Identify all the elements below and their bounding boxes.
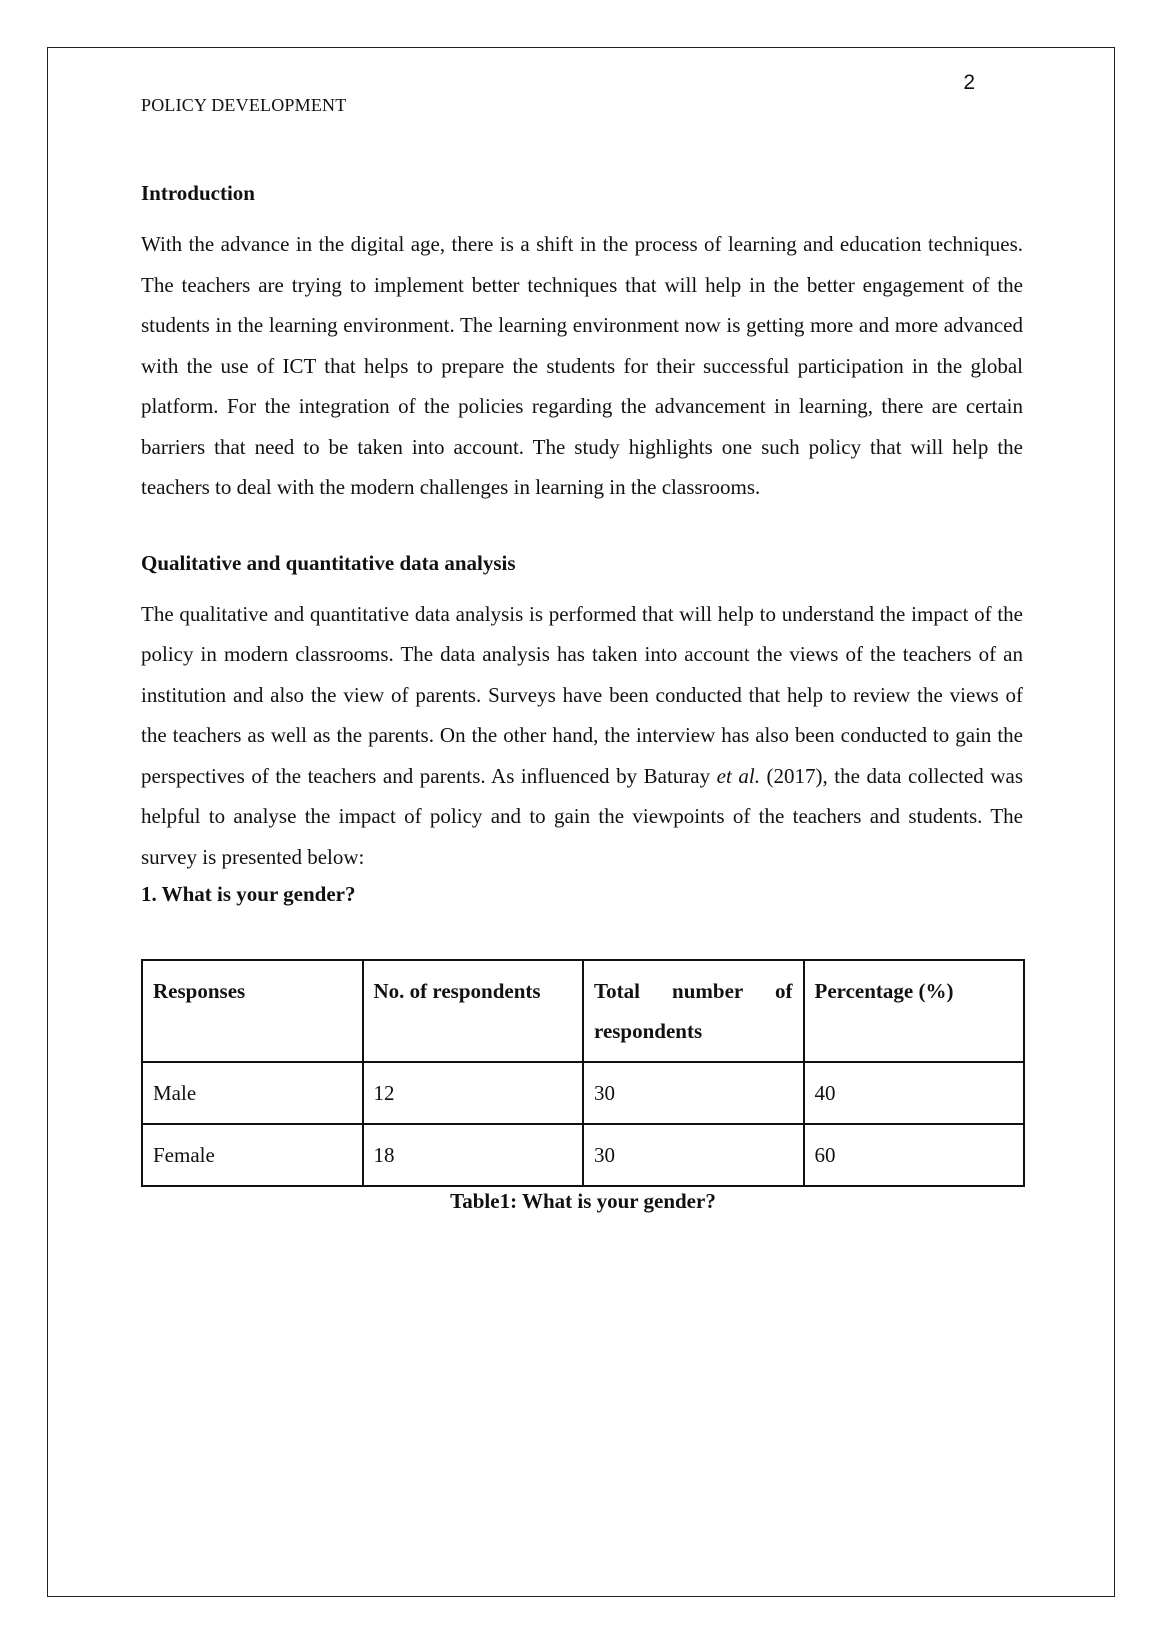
analysis-heading: Qualitative and quantitative data analysis (141, 550, 516, 575)
cell-percentage: 40 (804, 1062, 1025, 1124)
table-header-row (142, 960, 1024, 1062)
introduction-heading: Introduction (141, 181, 255, 205)
header-responses: Responses (142, 960, 363, 1062)
analysis-paragraph (141, 594, 1023, 878)
cell-respondents: 12 (363, 1062, 584, 1124)
analysis-text-part-1: The qualitative and quantitative data analysis is performed that will help to understand the impact of the policy in modern classrooms. The data analysis has taken into account the views of the teachers of an institution and also the view of parents. Surveys have been conducted that help to review the views of the teachers as well as the parents. On the other hand, the interview has also been conducted to gain the perspectives of the teachers and parents. As influenced by Baturay (141, 601, 1023, 788)
citation-et-al: et al. (716, 763, 760, 788)
table-caption: Table1: What is your gender? (450, 1189, 716, 1213)
header-total-respondents: Total number of respondents (583, 960, 804, 1062)
table-row (142, 1062, 1024, 1124)
header-percentage: Percentage (%) (804, 960, 1025, 1062)
running-head: POLICY DEVELOPMENT (141, 95, 347, 115)
introduction-paragraph: With the advance in the digital age, there is a shift in the process of learning and education techniques. The teachers are trying to implement better techniques that will help in the better engagement of the students in the learning environment. The learning environment now is getting more and more advanced with the use of ICT that helps to prepare the students for their successful participation in the global platform. For the integration of the policies regarding the advancement in learning, there are certain barriers that need to be taken into account. The study highlights one such policy that will help the teachers to deal with the modern challenges in learning in the classrooms. (141, 232, 1023, 499)
cell-total: 30 (583, 1124, 804, 1186)
cell-response: Female (142, 1124, 363, 1186)
analysis-text-part-2: (2017), the data collected was helpful to analyse the impact of policy and to gain the viewpoints of the teachers and students. The survey is presented below: (141, 763, 1023, 869)
cell-percentage: 60 (804, 1124, 1025, 1186)
cell-respondents: 18 (363, 1124, 584, 1186)
page-number: 2 (963, 71, 975, 94)
table-row (142, 1124, 1024, 1186)
document-body (141, 176, 1023, 1214)
header-no-of-respondents: No. of respondents (363, 960, 584, 1062)
cell-total: 30 (583, 1062, 804, 1124)
survey-question: 1. What is your gender? (141, 882, 356, 906)
gender-table (141, 959, 1025, 1187)
cell-response: Male (142, 1062, 363, 1124)
